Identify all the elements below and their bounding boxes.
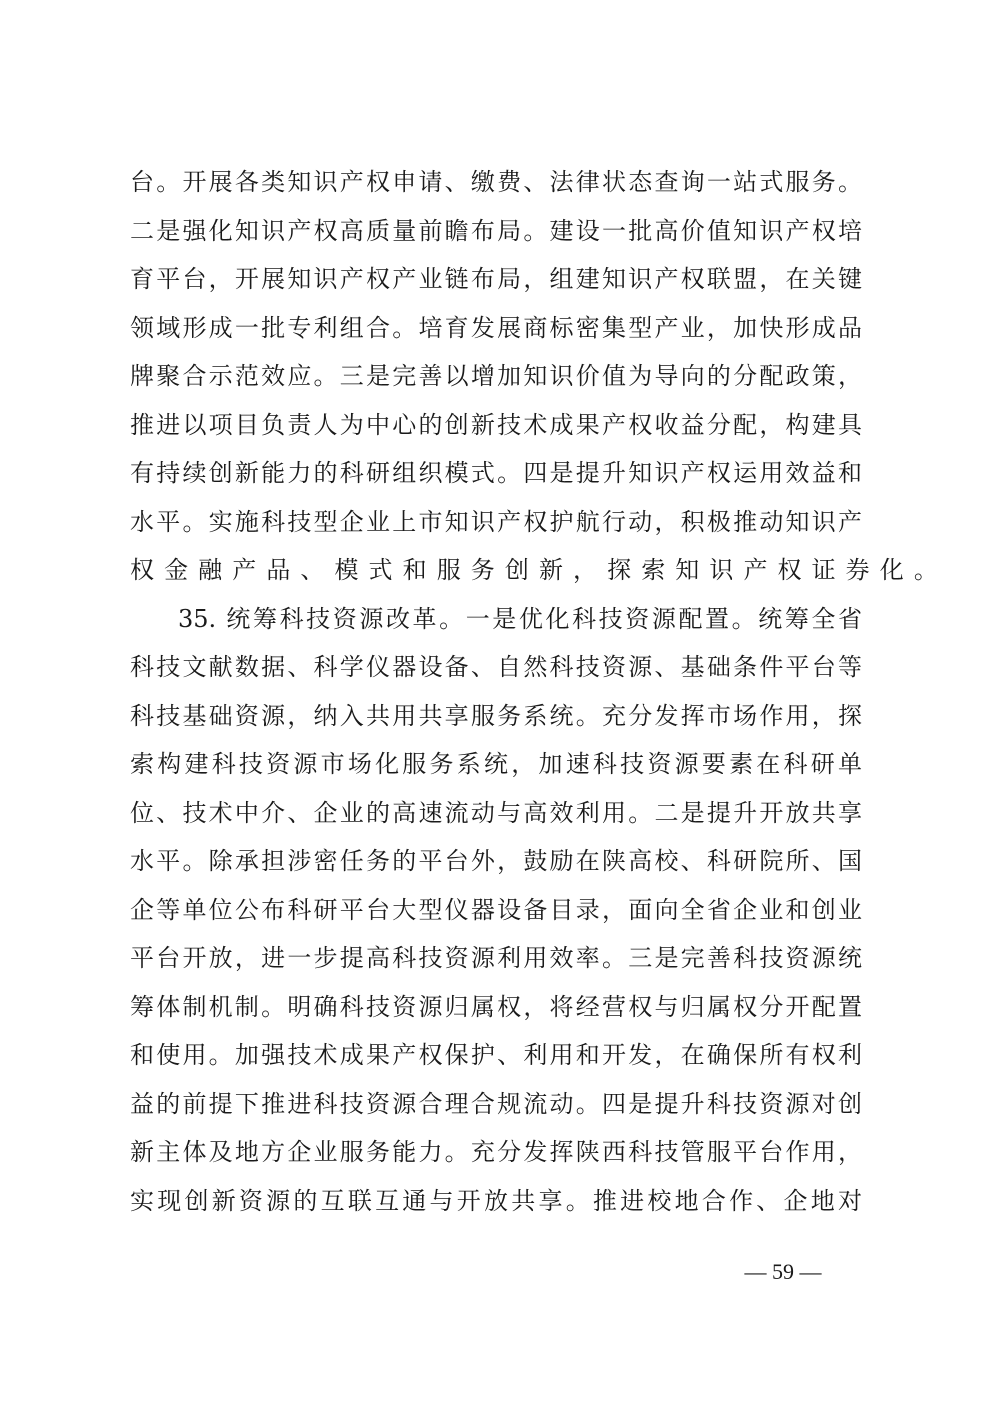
text-line: 索构建科技资源市场化服务系统，加速科技资源要素在科研单 [130, 750, 862, 778]
text-line: 育平台，开展知识产权产业链布局，组建知识产权联盟，在关键 [130, 265, 862, 293]
body-text [130, 158, 948, 1225]
text-line: 水平。实施科技型企业上市知识产权护航行动，积极推动知识产 [130, 507, 862, 536]
text-line: 牌聚合示范效应。三是完善以增加知识价值为导向的分配政策， [130, 362, 862, 390]
text-line: 益的前提下推进科技资源合理合规流动。四是提升科技资源对创 [130, 1089, 862, 1118]
text-line: 位、技术中介、企业的高速流动与高效利用。二是提升开放共享 [130, 798, 862, 827]
paragraph-continued [130, 158, 948, 595]
page-number: — 59 — [744, 1259, 822, 1284]
text-line: 权金融产品、模式和服务创新，探索知识产权证券化。 [130, 556, 948, 584]
paragraph-heading-line: 35. 统筹科技资源改革。一是优化科技资源配置。统筹全省 [178, 604, 862, 633]
text-line: 企等单位公布科研平台大型仪器设备目录，面向全省企业和创业 [130, 895, 862, 924]
text-line: 筹体制机制。明确科技资源归属权，将经营权与归属权分开配置 [130, 992, 862, 1021]
text-line: 有持续创新能力的科研组织模式。四是提升知识产权运用效益和 [130, 459, 862, 487]
paragraph-35 [130, 595, 862, 1226]
text-line: 平台开放，进一步提高科技资源利用效率。三是完善科技资源统 [130, 944, 862, 972]
text-line: 新主体及地方企业服务能力。充分发挥陕西科技管服平台作用， [130, 1138, 862, 1166]
text-line: 科技基础资源，纳入共用共享服务系统。充分发挥市场作用，探 [130, 701, 862, 730]
text-line: 推进以项目负责人为中心的创新技术成果产权收益分配，构建具 [130, 410, 862, 439]
text-line: 水平。除承担涉密任务的平台外，鼓励在陕高校、科研院所、国 [130, 847, 862, 875]
text-line: 实现创新资源的互联互通与开放共享。推进校地合作、企地对 [130, 1186, 862, 1215]
text-line: 和使用。加强技术成果产权保护、利用和开发，在确保所有权利 [130, 1041, 862, 1069]
text-line: 台。开展各类知识产权申请、缴费、法律状态查询一站式服务。 [130, 168, 862, 196]
text-line: 科技文献数据、科学仪器设备、自然科技资源、基础条件平台等 [130, 653, 862, 681]
text-line: 领域形成一批专利组合。培育发展商标密集型产业，加快形成品 [130, 313, 862, 342]
text-line: 二是强化知识产权高质量前瞻布局。建设一批高价值知识产权培 [130, 216, 862, 245]
